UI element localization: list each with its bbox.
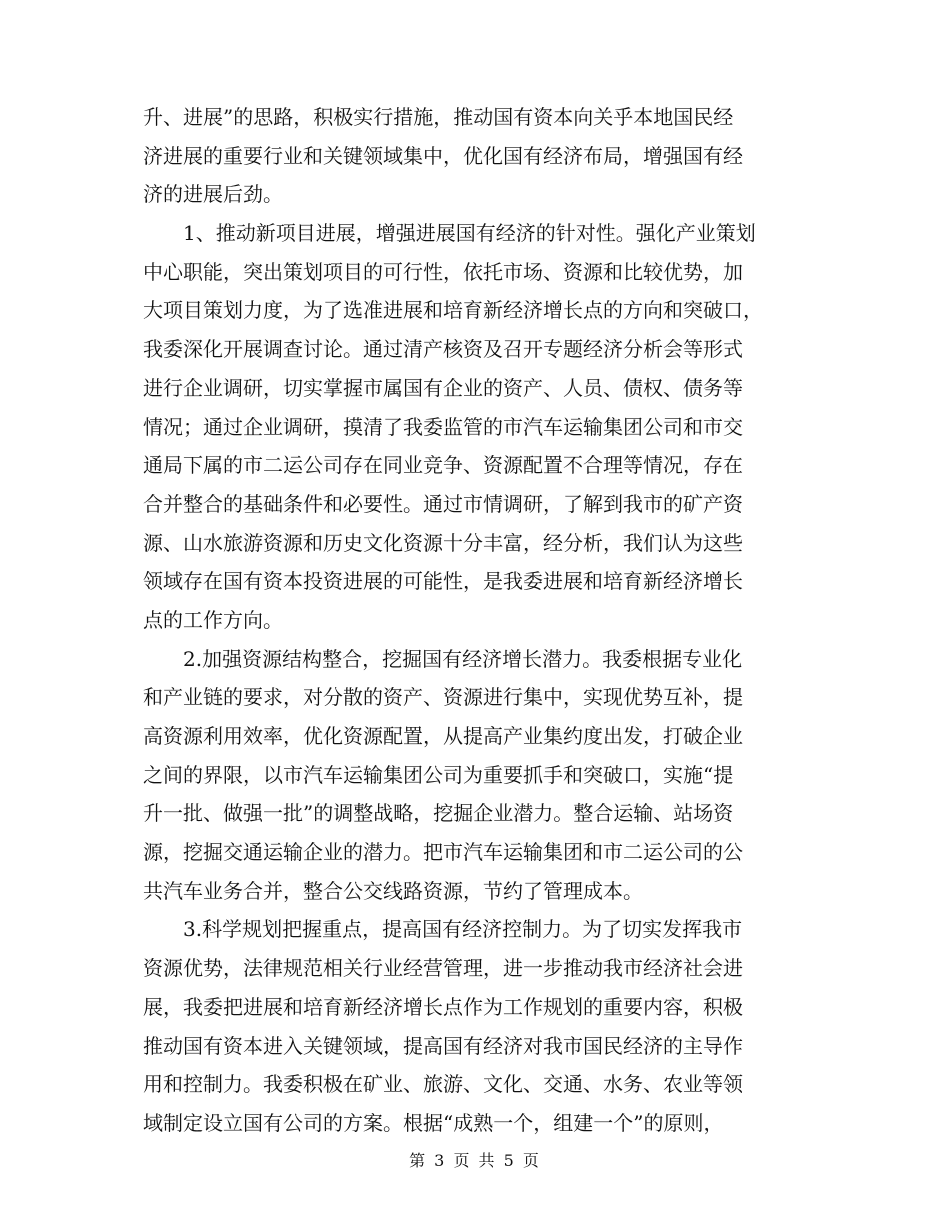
text-line: 源，挖掘交通运输企业的潜力。把市汽车运输集团和市二运公司的公 [143,840,743,865]
text-line: 升一批、做强一批”的调整战略，挖掘企业潜力。整合运输、站场资 [143,801,734,826]
text-line: 共汽车业务合并，整合公交线路资源，节约了管理成本。 [143,878,643,903]
text-line: 通局下属的市二运公司存在同业竞争、资源配置不合理等情况，存在 [143,453,743,478]
text-line: 展，我委把进展和培育新经济增长点作为工作规划的重要内容，积极 [143,994,743,1019]
text-line: 中心职能，突出策划项目的可行性，依托市场、资源和比较优势，加 [143,259,743,284]
text-line: 合并整合的基础条件和必要性。通过市情调研，了解到我市的矿产资 [143,491,743,516]
text-line: 和产业链的要求，对分散的资产、资源进行集中，实现优势互补，提 [143,685,743,710]
text-line: 域制定设立国有公司的方案。根据“成熟一个，组建一个”的原则， [143,1110,724,1135]
text-line: 高资源利用效率，优化资源配置，从提高产业集约度出发，打破企业 [143,724,743,748]
text-line: 济的进展后劲。 [143,182,283,207]
paragraph-2-first-line: 2.加强资源结构整合，挖掘国有经济增长潜力。我委根据专业化 [183,646,743,671]
paragraph-3-first-line: 3.科学规划把握重点，提高国有经济控制力。为了切实发挥我市 [183,917,743,942]
text-line: 大项目策划力度，为了选准进展和培育新经济增长点的方向和突破口， [143,298,763,323]
text-line: 济进展的重要行业和关键领域集中，优化国有经济布局，增强国有经 [143,143,743,168]
text-line: 我委深化开展调查讨论。通过清产核资及召开专题经济分析会等形式 [143,337,743,362]
text-line: 推动国有资本进入关键领域，提高国有经济对我市国民经济的主导作 [143,1033,743,1058]
paragraph-1-first-line: 1、推动新项目进展，增强进展国有经济的针对性。强化产业策划 [183,221,756,246]
text-line: 升、进展”的思路，积极实行措施，推动国有资本向关乎本地国民经 [143,105,734,129]
text-line: 资源优势，法律规范相关行业经营管理，进一步推动我市经济社会进 [143,956,743,981]
text-line: 之间的界限，以市汽车运输集团公司为重要抓手和突破口，实施“提 [143,762,734,787]
text-line: 用和控制力。我委积极在矿业、旅游、文化、交通、水务、农业等领 [143,1072,743,1097]
text-line: 进行企业调研，切实掌握市属国有企业的资产、人员、债权、债务等 [143,375,743,400]
text-line: 情况；通过企业调研，摸清了我委监管的市汽车运输集团公司和市交 [143,414,743,439]
text-line: 点的工作方向。 [143,607,283,632]
text-line: 源、山水旅游资源和历史文化资源十分丰富，经分析，我们认为这些 [143,530,743,555]
page-number-footer: 第 3 页 共 5 页 [409,1151,541,1170]
text-line: 领域存在国有资本投资进展的可能性，是我委进展和培育新经济增长 [143,569,743,594]
body-text [143,98,803,1143]
